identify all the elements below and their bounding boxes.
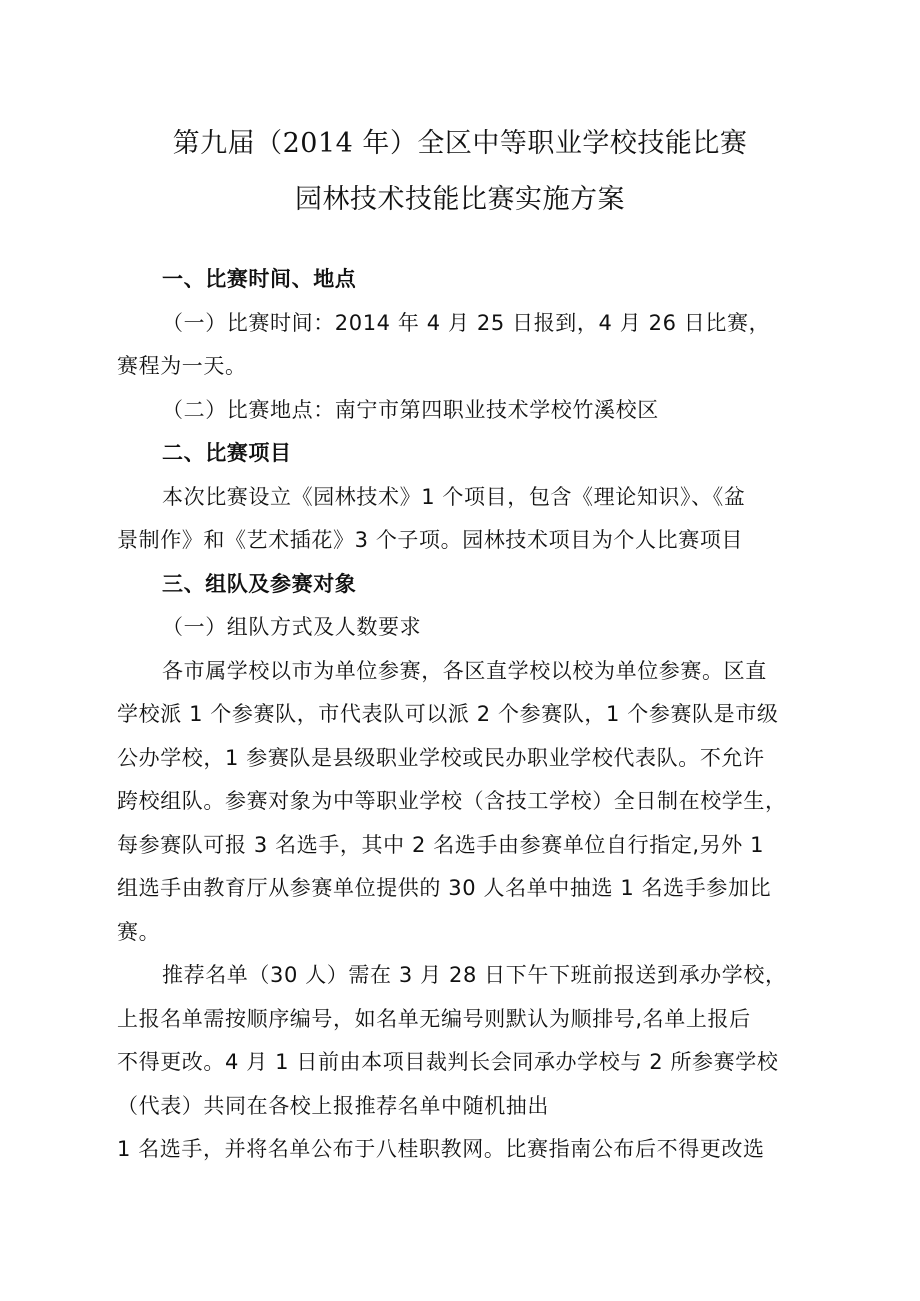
- paragraph-line: 组选手由教育厅从参赛单位提供的 30 人名单中抽选 1 名选手参加比: [117, 876, 772, 900]
- section-heading-2: 二、比赛项目: [162, 441, 292, 465]
- subsection-heading: （一）组队方式及人数要求: [162, 615, 422, 639]
- paragraph-line: 不得更改。4 月 1 日前由本项目裁判长会同承办学校与 2 所参赛学校: [117, 1050, 779, 1074]
- paragraph-line: 推荐名单（30 人）需在 3 月 28 日下午下班前报送到承办学校，: [162, 963, 787, 987]
- paragraph-line: 1 名选手，并将名单公布于八桂职教网。比赛指南公布后不得更改选: [117, 1137, 765, 1161]
- section-heading-1: 一、比赛时间、地点: [162, 267, 357, 291]
- paragraph-line: 景制作》和《艺术插花》3 个子项。园林技术项目为个人比赛项目: [117, 528, 744, 552]
- paragraph-line: 每参赛队可报 3 名选手，其中 2 名选手由参赛单位自行指定,另外 1: [117, 833, 765, 857]
- paragraph-line: 上报名单需按顺序编号，如名单无编号则默认为顺排号,名单上报后: [117, 1007, 751, 1031]
- paragraph-line: （二）比赛地点：南宁市第四职业技术学校竹溪校区: [162, 398, 659, 422]
- paragraph-line: 本次比赛设立《园林技术》1 个项目，包含《理论知识》、《盆: [162, 485, 746, 509]
- paragraph-line: 学校派 1 个参赛队，市代表队可以派 2 个参赛队，1 个参赛队是市级: [117, 702, 779, 726]
- paragraph-line: 公办学校，1 参赛队是县级职业学校或民办职业学校代表队。不允许: [117, 746, 765, 770]
- paragraph-line: 赛程为一天。: [117, 354, 247, 378]
- document-title-line-1: 第九届（2014 年）全区中等职业学校技能比赛: [172, 128, 748, 159]
- paragraph-line: （代表）共同在各校上报推荐名单中随机抽出: [117, 1094, 549, 1118]
- paragraph-line: 各市属学校以市为单位参赛，各区直学校以校为单位参赛。区直: [162, 659, 767, 683]
- paragraph-line: 跨校组队。参赛对象为中等职业学校（含技工学校）全日制在校学生，: [117, 789, 787, 813]
- section-heading-3: 三、组队及参赛对象: [162, 572, 357, 596]
- paragraph-line: 赛。: [117, 920, 161, 944]
- document-title-line-2: 园林技术技能比赛实施方案: [295, 184, 625, 215]
- paragraph-line: （一）比赛时间：2014 年 4 月 25 日报到，4 月 26 日比赛，: [162, 311, 771, 335]
